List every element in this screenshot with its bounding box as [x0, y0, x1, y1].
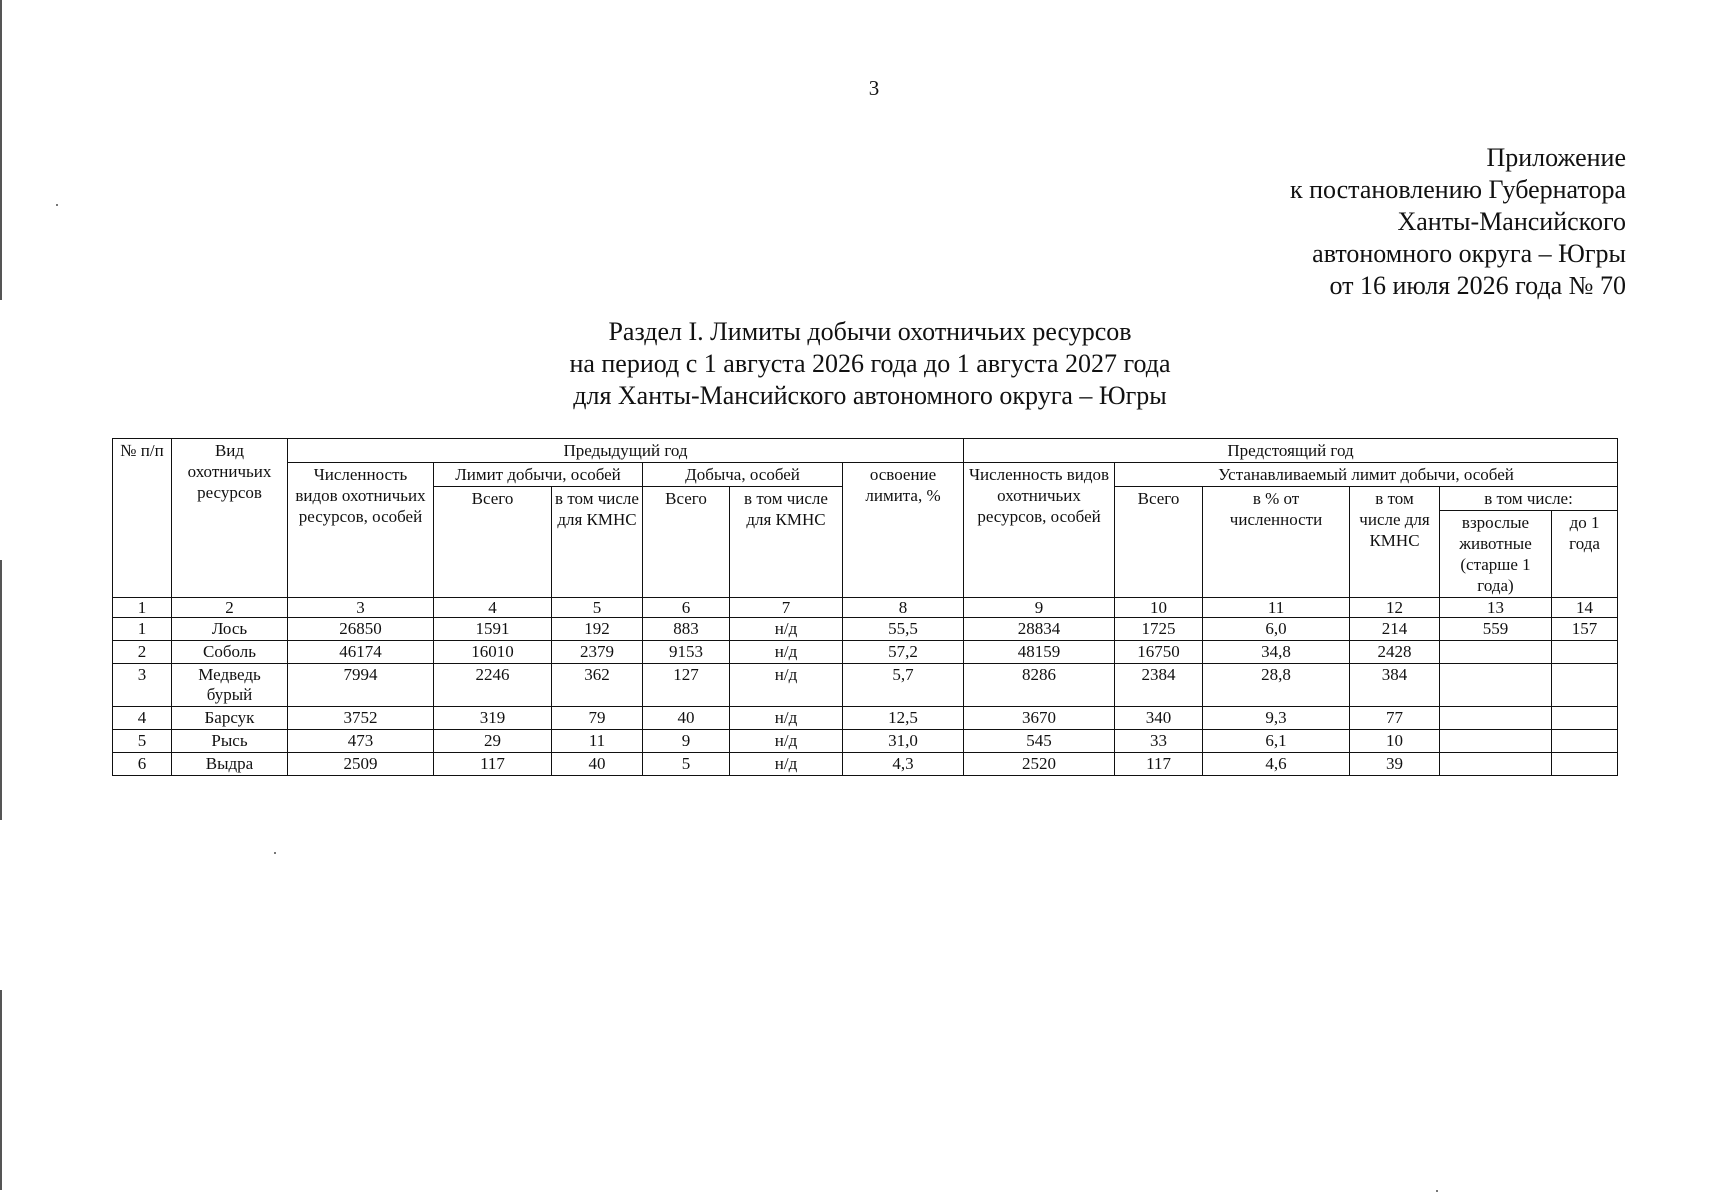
column-number: 2: [172, 598, 288, 618]
table-cell: н/д: [730, 707, 843, 730]
table-row: [113, 618, 1618, 641]
table-cell: 5,7: [843, 664, 964, 707]
appendix-line: Приложение: [1486, 143, 1626, 172]
table-cell: 6,1: [1203, 730, 1350, 753]
table-cell: 3: [113, 664, 172, 707]
column-number: 10: [1115, 598, 1203, 618]
header-prev-catch-kmns: в том числе для КМНС: [730, 487, 843, 598]
table-cell: 7994: [288, 664, 434, 707]
table-cell: 9,3: [1203, 707, 1350, 730]
header-prev-limit-kmns: в том числе для КМНС: [552, 487, 643, 598]
table-cell: 4,3: [843, 753, 964, 776]
table-cell: 1591: [434, 618, 552, 641]
table-cell: 883: [643, 618, 730, 641]
hunting-limits-table: [112, 438, 1618, 776]
table-cell: 28834: [964, 618, 1115, 641]
table-row: [113, 730, 1618, 753]
table-cell: 8286: [964, 664, 1115, 707]
table-cell: 16010: [434, 641, 552, 664]
table-header: [113, 439, 1618, 618]
section-title-line: на период с 1 августа 2026 года до 1 августа 2027 года: [569, 349, 1171, 378]
table-cell: 3670: [964, 707, 1115, 730]
table-cell: н/д: [730, 641, 843, 664]
table-cell: 16750: [1115, 641, 1203, 664]
section-title: [420, 316, 1320, 412]
table-cell: 26850: [288, 618, 434, 641]
appendix-line: к постановлению Губернатора: [1289, 175, 1626, 204]
table-cell: 157: [1552, 618, 1618, 641]
table-cell: Барсук: [172, 707, 288, 730]
table-cell: 1725: [1115, 618, 1203, 641]
header-under-one: до 1 года: [1552, 511, 1618, 598]
header-prev-population: Численность видов охотничьих ресурсов, особей: [288, 463, 434, 598]
table-cell: 10: [1350, 730, 1440, 753]
table-cell: 79: [552, 707, 643, 730]
table-cell: 2428: [1350, 641, 1440, 664]
table-cell: 340: [1115, 707, 1203, 730]
header-prev-limit-total: Всего: [434, 487, 552, 598]
table-cell: 31,0: [843, 730, 964, 753]
scan-edge-mark: [0, 0, 2, 300]
column-number: 9: [964, 598, 1115, 618]
header-prev-usage: освоение лимита, %: [843, 463, 964, 598]
table-cell: 9: [643, 730, 730, 753]
table-cell: 2: [113, 641, 172, 664]
table-cell: 127: [643, 664, 730, 707]
scan-speck: [56, 204, 58, 206]
column-number: 5: [552, 598, 643, 618]
table-cell: 117: [1115, 753, 1203, 776]
column-number: 11: [1203, 598, 1350, 618]
column-number: 12: [1350, 598, 1440, 618]
column-number: 6: [643, 598, 730, 618]
table-cell: 28,8: [1203, 664, 1350, 707]
table-cell: 2520: [964, 753, 1115, 776]
column-number: 8: [843, 598, 964, 618]
scan-edge-mark: [0, 560, 2, 820]
table-cell: [1440, 641, 1552, 664]
table-cell: 11: [552, 730, 643, 753]
column-number: 7: [730, 598, 843, 618]
scan-edge-mark: [0, 990, 2, 1190]
table-cell: 384: [1350, 664, 1440, 707]
table-cell: 1: [113, 618, 172, 641]
table-cell: 319: [434, 707, 552, 730]
table-cell: [1552, 707, 1618, 730]
header-next-year: Предстоящий год: [964, 439, 1618, 463]
column-number: 13: [1440, 598, 1552, 618]
table-cell: Лось: [172, 618, 288, 641]
table-cell: 29: [434, 730, 552, 753]
table-cell: 77: [1350, 707, 1440, 730]
table-cell: 2246: [434, 664, 552, 707]
table-cell: 34,8: [1203, 641, 1350, 664]
appendix-line: от 16 июля 2026 года № 70: [1329, 271, 1626, 300]
table-cell: 3752: [288, 707, 434, 730]
table-cell: 40: [552, 753, 643, 776]
table-cell: [1552, 641, 1618, 664]
appendix-line: Ханты-Мансийского: [1397, 207, 1626, 236]
header-prev-catch: Добыча, особей: [643, 463, 843, 487]
table-cell: 2384: [1115, 664, 1203, 707]
table-body: [113, 618, 1618, 776]
table-cell: 39: [1350, 753, 1440, 776]
header-next-limit: Устанавливаемый лимит добычи, особей: [1115, 463, 1618, 487]
table-cell: 57,2: [843, 641, 964, 664]
header-species: Вид охотничьих ресурсов: [172, 439, 288, 598]
table-cell: 4: [113, 707, 172, 730]
header-next-limit-incl: в том числе:: [1440, 487, 1618, 511]
table-cell: 9153: [643, 641, 730, 664]
column-number: 3: [288, 598, 434, 618]
scan-speck: [1436, 1190, 1438, 1192]
table-cell: [1440, 753, 1552, 776]
table-cell: 473: [288, 730, 434, 753]
section-title-line: для Ханты-Мансийского автономного округа – Югры: [573, 381, 1167, 410]
header-next-limit-kmns: в том числе для КМНС: [1350, 487, 1440, 598]
table-row: [113, 664, 1618, 707]
table-cell: 33: [1115, 730, 1203, 753]
table-cell: 12,5: [843, 707, 964, 730]
appendix-line: автономного округа – Югры: [1312, 239, 1626, 268]
section-title-line: Раздел I. Лимиты добычи охотничьих ресурсов: [608, 317, 1132, 346]
table-cell: 117: [434, 753, 552, 776]
table-cell: Выдра: [172, 753, 288, 776]
table-cell: 192: [552, 618, 643, 641]
header-next-limit-total: Всего: [1115, 487, 1203, 598]
table-cell: 2509: [288, 753, 434, 776]
table-cell: н/д: [730, 618, 843, 641]
table-cell: 5: [113, 730, 172, 753]
table-row: [113, 753, 1618, 776]
table-cell: 5: [643, 753, 730, 776]
table-cell: 48159: [964, 641, 1115, 664]
table-cell: 40: [643, 707, 730, 730]
table-cell: 545: [964, 730, 1115, 753]
header-adults: взрослые животные (старше 1 года): [1440, 511, 1552, 598]
table-cell: 55,5: [843, 618, 964, 641]
header-prev-catch-total: Всего: [643, 487, 730, 598]
table-cell: 559: [1440, 618, 1552, 641]
header-prev-year: Предыдущий год: [288, 439, 964, 463]
table-cell: Рысь: [172, 730, 288, 753]
table-cell: 2379: [552, 641, 643, 664]
table-cell: н/д: [730, 753, 843, 776]
table-cell: [1440, 707, 1552, 730]
column-number-row: [113, 598, 1618, 618]
column-number: 4: [434, 598, 552, 618]
table-cell: [1552, 664, 1618, 707]
table-cell: н/д: [730, 730, 843, 753]
table-cell: 46174: [288, 641, 434, 664]
page-number: 3: [868, 76, 880, 100]
column-number: 14: [1552, 598, 1618, 618]
header-next-limit-pct: в % от численности: [1203, 487, 1350, 598]
table-cell: 4,6: [1203, 753, 1350, 776]
column-number: 1: [113, 598, 172, 618]
table-cell: 214: [1350, 618, 1440, 641]
table-cell: 362: [552, 664, 643, 707]
header-num: № п/п: [113, 439, 172, 598]
table-cell: Медведь бурый: [172, 664, 288, 707]
table-cell: [1440, 730, 1552, 753]
table-cell: н/д: [730, 664, 843, 707]
table-cell: [1440, 664, 1552, 707]
table-cell: 6: [113, 753, 172, 776]
header-next-population: Численность видов охотничьих ресурсов, особей: [964, 463, 1115, 598]
table-cell: [1552, 753, 1618, 776]
table-cell: Соболь: [172, 641, 288, 664]
table-cell: [1552, 730, 1618, 753]
table-row: [113, 641, 1618, 664]
scan-speck: [274, 852, 276, 854]
table-row: [113, 707, 1618, 730]
table-cell: 6,0: [1203, 618, 1350, 641]
header-prev-limit: Лимит добычи, особей: [434, 463, 643, 487]
appendix-block: [1290, 142, 1626, 302]
